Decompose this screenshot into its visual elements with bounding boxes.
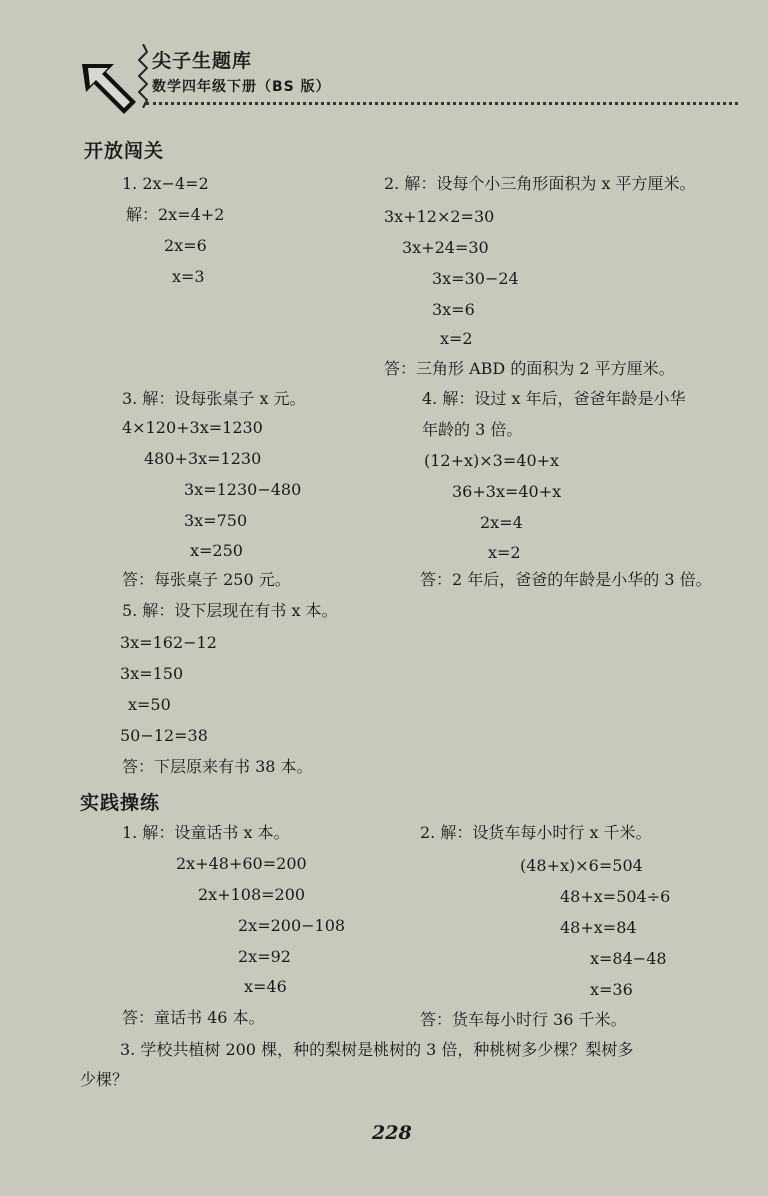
- text-line: 答：三角形 ABD 的面积为 2 平方厘米。: [384, 359, 675, 378]
- text-line: 2. 解：设货车每小时行 x 千米。: [420, 823, 652, 842]
- text-line: 3x=6: [432, 300, 475, 319]
- text-line: 3x=162−12: [120, 633, 217, 652]
- text-line: x=84−48: [590, 949, 667, 968]
- wave-divider-icon: [138, 44, 148, 108]
- text-line: 48+x=84: [560, 918, 637, 937]
- text-line: 解：2x=4+2: [126, 205, 225, 224]
- text-line: 答：货车每小时行 36 千米。: [420, 1010, 627, 1029]
- book-title: 尖子生题库: [152, 50, 253, 72]
- section-title-practice: 实践操练: [80, 792, 161, 814]
- page-number: 228: [372, 1122, 412, 1144]
- text-line: 少棵？: [80, 1070, 129, 1089]
- text-line: 3. 解：设每张桌子 x 元。: [122, 389, 306, 408]
- text-line: 2x=6: [164, 236, 207, 255]
- text-line: 1. 2x−4=2: [122, 174, 209, 193]
- book-subtitle: 数学四年级下册（BS 版）: [152, 79, 331, 95]
- text-line: 1. 解：设童话书 x 本。: [122, 823, 290, 842]
- header-divider: [146, 102, 738, 105]
- text-line: 答：童话书 46 本。: [122, 1008, 265, 1027]
- text-line: (48+x)×6=504: [520, 856, 643, 875]
- text-line: 36+3x=40+x: [452, 482, 562, 501]
- text-line: x=250: [190, 541, 243, 560]
- text-line: 3x+12×2=30: [384, 207, 495, 226]
- text-line: 3x=750: [184, 511, 248, 530]
- text-line: 3x=30−24: [432, 269, 519, 288]
- text-line: 2x=4: [480, 513, 523, 532]
- text-line: 2x+108=200: [198, 885, 306, 904]
- text-line: 480+3x=1230: [144, 449, 262, 468]
- text-line: 3x=1230−480: [184, 480, 302, 499]
- text-line: 答：下层原来有书 38 本。: [122, 757, 313, 776]
- arrow-logo-icon: [78, 60, 140, 116]
- text-line: 3x=150: [120, 664, 184, 683]
- text-line: x=50: [128, 695, 171, 714]
- text-line: 2x+48+60=200: [176, 854, 307, 873]
- text-line: x=2: [488, 543, 521, 562]
- text-line: 50−12=38: [120, 726, 208, 745]
- text-line: x=2: [440, 329, 473, 348]
- text-line: 答：2 年后，爸爸的年龄是小华的 3 倍。: [420, 570, 712, 589]
- text-line: 2x=200−108: [238, 916, 346, 935]
- text-line: 4×120+3x=1230: [122, 418, 263, 437]
- text-line: 答：每张桌子 250 元。: [122, 570, 291, 589]
- text-line: 5. 解：设下层现在有书 x 本。: [122, 601, 338, 620]
- text-line: 年龄的 3 倍。: [422, 420, 523, 439]
- text-line: x=36: [590, 980, 633, 999]
- text-line: x=46: [244, 977, 287, 996]
- text-line: (12+x)×3=40+x: [424, 451, 560, 470]
- text-line: 4. 解：设过 x 年后，爸爸年龄是小华: [422, 389, 686, 408]
- text-line: x=3: [172, 267, 205, 286]
- text-line: 48+x=504÷6: [560, 887, 671, 906]
- section-title-open: 开放闯关: [84, 140, 165, 162]
- text-line: 2. 解：设每个小三角形面积为 x 平方厘米。: [384, 174, 696, 193]
- text-line: 3. 学校共植树 200 棵，种的梨树是桃树的 3 倍，种桃树多少棵？梨树多: [120, 1040, 634, 1059]
- text-line: 3x+24=30: [402, 238, 489, 257]
- text-line: 2x=92: [238, 947, 291, 966]
